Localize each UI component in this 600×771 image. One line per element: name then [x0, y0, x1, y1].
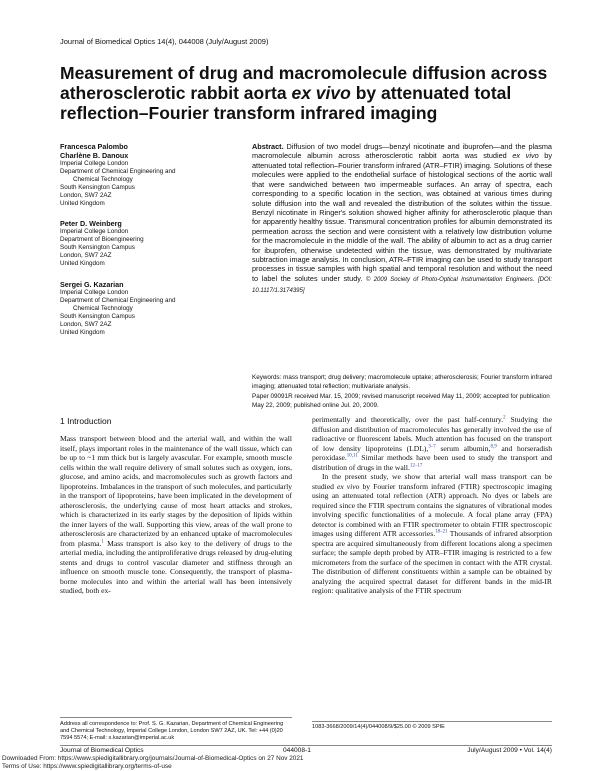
journal-header: Journal of Biomedical Optics 14(4), 044008 (July/August 2009) [60, 37, 269, 46]
download-notice [2, 755, 303, 771]
title-part: Measurement of drug and macromolecule diffusion across atherosclerotic rabbit aorta [60, 63, 548, 103]
footer-page-number: 044008-1 [283, 747, 311, 754]
body-column-right [312, 415, 552, 596]
citation-link[interactable]: 1 [101, 538, 104, 544]
affiliation-line: Department of Bioengineering [60, 236, 144, 244]
affiliation-line: Imperial College London [60, 160, 129, 167]
author-block [60, 142, 240, 348]
citation-link[interactable]: 18–21 [435, 529, 448, 535]
citation-link[interactable]: 12–17 [409, 462, 423, 468]
citation-link[interactable]: 2 [503, 415, 506, 421]
author-group [60, 142, 240, 207]
author-name: Sergei G. Kazarian [60, 279, 124, 289]
affiliation-line: London, SW7 2AZ [60, 320, 112, 328]
title-italic: ex vivo [291, 83, 351, 103]
body-text: Studying the diffusion and distribution of macromolecules has generally involved the use of radioactive or fluorescent labels. Much attention has focused on the transport of low density lipoproteins (LDL), [312, 415, 552, 453]
author-name: Charlène B. Danoux [60, 151, 129, 160]
author-name: Francesca Palombo [60, 142, 128, 151]
citation-link[interactable]: 10,11 [346, 453, 358, 459]
affiliation-line: South Kensington Campus [60, 244, 135, 252]
abstract-label: Abstract. [252, 142, 284, 151]
body-text: and horseradish peroxidase. [312, 443, 552, 462]
issn-rule [312, 721, 552, 722]
section-title: 1 Introduction [60, 416, 112, 426]
footer-journal: Journal of Biomedical Optics [60, 747, 144, 754]
copyright: © 2009 Society of Photo-Optical Instrumentation Engineers. [366, 276, 535, 283]
affiliation-line: London, SW7 2AZ [60, 191, 112, 199]
abstract-text: by attenuated total reflection–Fourier transform infrared (ATR–FTIR) imaging. Solutions of these molecules were applied to the endothelial surface of histological sections of the aortic wall that were sandwiched between two impermeable surfaces. An array of spectra, each corresponding to a specific location in the section, was obtained at various times during solute diffusion into the wall and revealed the distribution of the solutes within the tissue. Benzyl nicotinate in Ringer's solution showed higher affinity for atherosclerotic plaque than for apparently healthy tissue. Transmural concentration profiles for albumin demonstrated its permeation across the section and were consistent with a relatively low distribution volume for the macromolecule in the middle of the wall. The ability of albumin to act as a drug carrier for ibuprofen, otherwise undetected within the tissue, was demonstrated by multivariate subtraction image analysis. In conclusion, ATR–FTIR imaging can be used to study transport processes in tissue samples with high spatial and temporal resolution and without the need to label the solutes under study. [252, 151, 552, 283]
footnote-rule [60, 717, 292, 718]
body-column-left [60, 434, 292, 596]
abstract-italic: ex vivo [512, 151, 539, 161]
footer-issue: July/August 2009 • Vol. 14(4) [467, 747, 552, 754]
body-text: Thousands of infrared absorption spectra are acquired simultaneously from different locations along a specimen surface; the sample depth probed by ATR–FTIR imaging is restricted to a few micrometers from the surface of the specimen in contact with the ATR crystal. The distribution of different constituents within a sample can be obtained by analyzing the acquired spectral dataset for different bands in the mid-IR region: qualitative analysis of the FTIR spectrum [312, 529, 553, 595]
title-part: by attenuated total reflection–Fourier transform infrared imaging [60, 83, 512, 123]
affiliation-line: United Kingdom [60, 328, 105, 336]
body-text: by Fourier transform infrared (FTIR) spectroscopic imaging using an attenuated total reflection (ATR) approach. No dyes or labels are required since the FTIR spectrum contains the signatures of vibrational modes involving specific functionalities of a molecule. A focal plane array (FPA) detector is combined with an FTIR spectrometer to obtain FTIR spectroscopic images using different ATR accessories. [312, 481, 552, 538]
body-italic: ex vivo [336, 481, 360, 491]
body-text: serum albumin, [435, 443, 491, 453]
affiliation-line: London, SW7 2AZ [60, 252, 112, 260]
body-text: perimentally and theoretically, over the past half-century. [312, 415, 504, 424]
affiliation-line: Chemical Technology [73, 304, 133, 312]
body-text: In the present study, we show that arterial wall mass transport can be studied [312, 472, 552, 491]
terms-line[interactable]: Terms of Use: https://www.spiedigitallibrary.org/terms-of-use [2, 762, 172, 770]
citation-link[interactable]: 3–7 [428, 443, 436, 449]
doi: [DOI: 10.1117/1.3174395] [252, 276, 553, 295]
affiliation-line: United Kingdom [60, 260, 105, 268]
download-line: Downloaded From: https://www.spiedigitallibrary.org/journals/Journal-of-Biomedical-Optics on 27 Nov 2021 [2, 755, 304, 762]
affiliation-line: South Kensington Campus [60, 312, 135, 320]
keywords: Keywords: mass transport; drug delivery; macromolecule uptake; atherosclerosis; Fourier transform infrared imaging; attenuated total reflection; multivariate analysis. [252, 374, 552, 390]
body-text: Mass transport between blood and the arterial wall, and within the wall itself, plays important roles in the maintenance of the wall tissue, which can be up to ~1 mm thick but is largely avascular. For example, smooth muscle cells within the wall require delivery of small solutes such as oxygen, ions, glucose, and amino acids, and macromolecules such as growth factors and lipoproteins. Imbalances in the transport of such molecules, and particularly in the transport of lipoproteins, have been implicated in the development of atherosclerosis, the underlying cause of most heart attacks and strokes, which is characterized in its early stages by the deposition of lipids within the inner layers of the wall. Supporting this view, areas of the wall prone to atherosclerosis are characterized by an enhanced uptake of macromolecules from plasma. [60, 434, 292, 548]
affiliation-line: United Kingdom [60, 199, 105, 207]
affiliation-line: Chemical Technology [73, 175, 133, 183]
paper-title [60, 63, 550, 123]
affiliation-line: South Kensington Campus [60, 183, 135, 191]
author-group [60, 280, 240, 336]
body-text: Similar methods have been used to study the transport and distribution of drugs in the wall. [312, 453, 552, 472]
body-text: Mass transport is also key to the delivery of drugs to the arterial media, including the antiproliferative drugs released by drug-eluting stents and drugs to control vascular diameter and stiffness through an influence on smooth muscle tone. Consequently, the transport of plasma-borne molecules into and within the arterial wall has been intensively studied, both ex- [60, 538, 292, 595]
author-name: Peter D. Weinberg [60, 219, 122, 229]
affiliation-line: Imperial College London [60, 228, 129, 236]
abstract-text: Diffusion of two model drugs—benzyl nicotinate and ibuprofen—and the plasma macromolecule albumin across atherosclerotic rabbit aorta was studied [252, 142, 552, 161]
affiliation-line: Imperial College London [60, 288, 129, 296]
footer-rule [60, 745, 552, 746]
citation-link[interactable]: 8,9 [490, 443, 497, 449]
affiliation-line: Department of Chemical Engineering and [60, 167, 176, 175]
publication-dates: Paper 09091R received Mar. 15, 2009; revised manuscript received May 11, 2009; accepted for publication May 22, 2009; published online Jul. 20, 2009. [252, 393, 550, 409]
correspondence-footnote: Address all correspondence to: Prof. S. G. Kazarian, Department of Chemical Engineering and Chemical Technology, Imperial College London, London SW7 2AZ, UK. Tel: +44 (0)20 7594 5574; E-mail: s.kazarian@imperial.ac.uk [60, 721, 284, 741]
author-group [60, 219, 240, 268]
abstract [252, 142, 552, 297]
issn-line: 1083-3668/2009/14(4)/044008/9/$25.00 © 2009 SPIE [312, 724, 445, 730]
affiliation-line: Department of Chemical Engineering and [60, 296, 176, 304]
